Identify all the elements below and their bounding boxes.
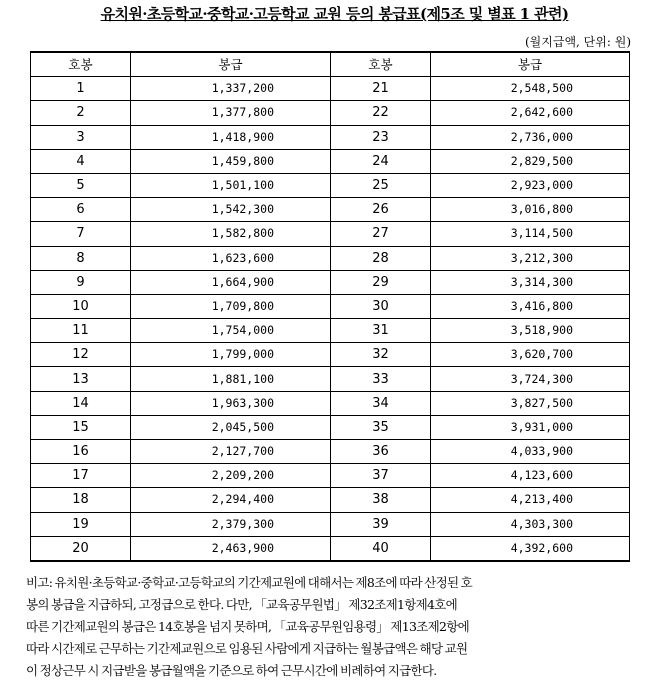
pay-cell: 3,416,800 (431, 294, 630, 318)
table-row (31, 415, 630, 439)
unit-note: (월지급액, 단위: 원) (525, 35, 631, 49)
grade-cell: 23 (331, 125, 431, 149)
grade-cell: 34 (331, 391, 431, 415)
table-row (31, 440, 630, 464)
table-row (31, 173, 630, 197)
grade-cell: 8 (31, 246, 131, 270)
remarks-line: 봉의 봉급을 지급하되, 고정급으로 한다. 다만, 「교육공무원법」 제32조제1항제4호에 (26, 597, 457, 612)
pay-cell: 3,016,800 (431, 198, 630, 222)
remarks-line: 이 정상근무 시 지급받을 봉급월액을 기준으로 하여 근무시간에 비례하여 지급한다. (26, 663, 437, 678)
table-row (31, 125, 630, 149)
grade-cell: 9 (31, 270, 131, 294)
pay-cell: 4,392,600 (431, 536, 630, 561)
grade-cell: 32 (331, 343, 431, 367)
pay-cell: 3,114,500 (431, 222, 630, 246)
table-row (31, 101, 630, 125)
table-row (31, 512, 630, 536)
pay-cell: 3,620,700 (431, 343, 630, 367)
pay-cell: 3,518,900 (431, 319, 630, 343)
pay-cell: 4,303,300 (431, 512, 630, 536)
grade-cell: 3 (31, 125, 131, 149)
pay-cell: 3,931,000 (431, 415, 630, 439)
pay-cell: 3,212,300 (431, 246, 630, 270)
pay-cell: 2,209,200 (131, 464, 331, 488)
table-row (31, 319, 630, 343)
pay-cell: 2,642,600 (431, 101, 630, 125)
grade-cell: 39 (331, 512, 431, 536)
grade-cell: 1 (31, 77, 131, 101)
grade-cell: 13 (31, 367, 131, 391)
table-row (31, 149, 630, 173)
grade-cell: 35 (331, 415, 431, 439)
pay-cell: 1,799,000 (131, 343, 331, 367)
table-row (31, 294, 630, 318)
header-grade-right: 호봉 (331, 52, 431, 77)
grade-cell: 25 (331, 173, 431, 197)
table-row (31, 270, 630, 294)
grade-cell: 29 (331, 270, 431, 294)
pay-cell: 1,459,800 (131, 149, 331, 173)
grade-cell: 11 (31, 319, 131, 343)
pay-cell: 3,314,300 (431, 270, 630, 294)
salary-table (30, 51, 630, 562)
pay-cell: 1,418,900 (131, 125, 331, 149)
pay-cell: 1,709,800 (131, 294, 331, 318)
pay-cell: 1,881,100 (131, 367, 331, 391)
grade-cell: 21 (331, 77, 431, 101)
grade-cell: 38 (331, 488, 431, 512)
pay-cell: 2,045,500 (131, 415, 331, 439)
header-pay-right: 봉급 (431, 52, 630, 77)
grade-cell: 22 (331, 101, 431, 125)
grade-cell: 36 (331, 440, 431, 464)
pay-cell: 4,123,600 (431, 464, 630, 488)
pay-cell: 4,213,400 (431, 488, 630, 512)
grade-cell: 37 (331, 464, 431, 488)
pay-cell: 3,724,300 (431, 367, 630, 391)
grade-cell: 26 (331, 198, 431, 222)
grade-cell: 27 (331, 222, 431, 246)
header-grade-left: 호봉 (31, 52, 131, 77)
grade-cell: 28 (331, 246, 431, 270)
pay-cell: 2,736,000 (431, 125, 630, 149)
table-row (31, 488, 630, 512)
grade-cell: 16 (31, 440, 131, 464)
table-row (31, 222, 630, 246)
grade-cell: 33 (331, 367, 431, 391)
header-pay-left: 봉급 (131, 52, 331, 77)
table-row (31, 367, 630, 391)
remarks-note (26, 572, 636, 682)
pay-cell: 1,963,300 (131, 391, 331, 415)
grade-cell: 19 (31, 512, 131, 536)
pay-cell: 1,542,300 (131, 198, 331, 222)
pay-cell: 4,033,900 (431, 440, 630, 464)
grade-cell: 2 (31, 101, 131, 125)
grade-cell: 17 (31, 464, 131, 488)
pay-cell: 1,501,100 (131, 173, 331, 197)
table-row (31, 464, 630, 488)
grade-cell: 7 (31, 222, 131, 246)
grade-cell: 4 (31, 149, 131, 173)
pay-cell: 2,294,400 (131, 488, 331, 512)
grade-cell: 30 (331, 294, 431, 318)
pay-cell: 2,127,700 (131, 440, 331, 464)
remarks-line: 비고: 유치원·초등학교·중학교·고등학교의 기간제교원에 대해서는 제8조에 따라 산정된 호 (26, 575, 472, 590)
grade-cell: 12 (31, 343, 131, 367)
pay-cell: 1,754,000 (131, 319, 331, 343)
grade-cell: 24 (331, 149, 431, 173)
page-title: 유치원·초등학교·중학교·고등학교 교원 등의 봉급표(제5조 및 별표 1 관련) (100, 5, 569, 23)
pay-cell: 2,923,000 (431, 173, 630, 197)
grade-cell: 15 (31, 415, 131, 439)
pay-cell: 1,664,900 (131, 270, 331, 294)
pay-cell: 2,829,500 (431, 149, 630, 173)
pay-cell: 1,623,600 (131, 246, 331, 270)
table-header-row (31, 52, 630, 77)
table-row (31, 343, 630, 367)
pay-cell: 1,377,800 (131, 101, 331, 125)
table-row (31, 77, 630, 101)
pay-cell: 2,548,500 (431, 77, 630, 101)
pay-cell: 1,582,800 (131, 222, 331, 246)
grade-cell: 10 (31, 294, 131, 318)
remarks-line: 따른 기간제교원의 봉급은 14호봉을 넘지 못하며, 「교육공무원임용령」 제13조제2항에 (26, 619, 470, 634)
grade-cell: 40 (331, 536, 431, 561)
table-row (31, 246, 630, 270)
table-row (31, 391, 630, 415)
pay-cell: 2,379,300 (131, 512, 331, 536)
table-row (31, 536, 630, 561)
remarks-line: 따라 시간제로 근무하는 기간제교원으로 임용된 사람에게 지급하는 월봉급액은 해당 교원 (26, 641, 468, 656)
grade-cell: 6 (31, 198, 131, 222)
table-row (31, 198, 630, 222)
grade-cell: 20 (31, 536, 131, 561)
pay-cell: 1,337,200 (131, 77, 331, 101)
pay-cell: 2,463,900 (131, 536, 331, 561)
grade-cell: 18 (31, 488, 131, 512)
grade-cell: 5 (31, 173, 131, 197)
grade-cell: 31 (331, 319, 431, 343)
grade-cell: 14 (31, 391, 131, 415)
pay-cell: 3,827,500 (431, 391, 630, 415)
